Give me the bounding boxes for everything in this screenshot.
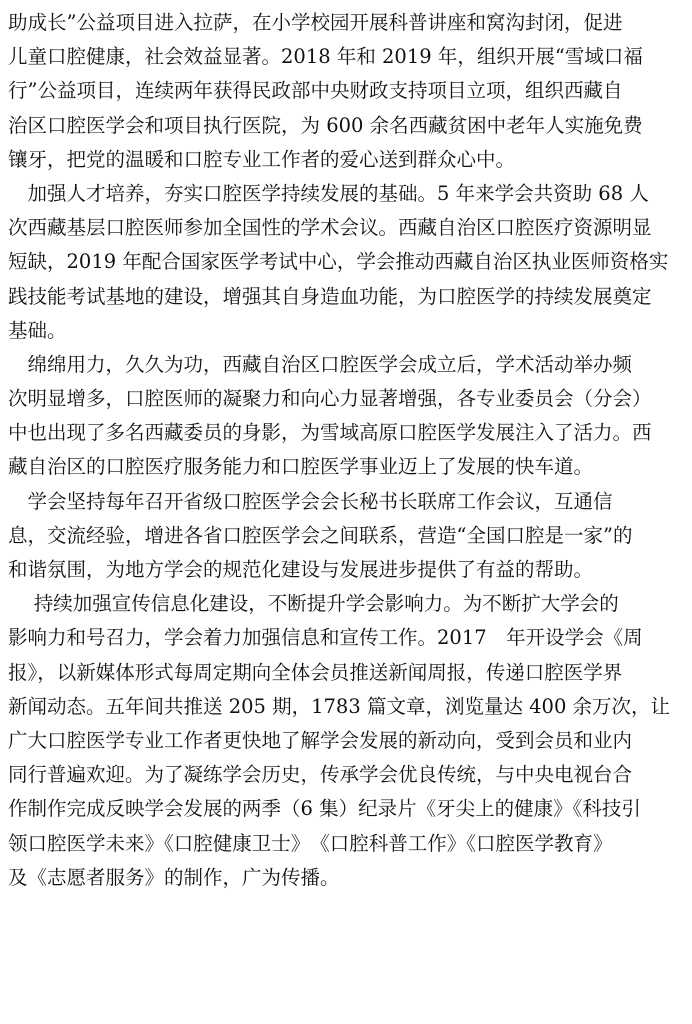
text-line: 息，交流经验，增进各省口腔医学会之间联系，营造“全国口腔是一家”的 <box>8 523 633 547</box>
text-line: 基础。 <box>8 318 67 342</box>
text-line: 作制作完成反映学会发展的两季（6 集）纪录片《牙尖上的健康》《科技引 <box>8 797 641 821</box>
paragraph-4 <box>8 485 682 588</box>
text-line: 持续加强宣传信息化建设，不断提升学会影响力。为不断扩大学会的 <box>8 592 619 616</box>
text-line: 助成长”公益项目进入拉萨，在小学校园开展科普讲座和窝沟封闭，促进 <box>8 11 623 34</box>
paragraph-3 <box>8 348 682 485</box>
text-line: 镶牙，把党的温暖和口腔专业工作者的爱心送到群众心中。 <box>8 147 516 171</box>
text-line: 藏自治区的口腔医疗服务能力和口腔医学事业迈上了发展的快车道。 <box>8 455 594 479</box>
text-line: 领口腔医学未来》《口腔健康卫士》 《口腔科普工作》《口腔医学教育》 <box>8 831 613 855</box>
text-line: 次西藏基层口腔医师参加全国性的学术会议。西藏自治区口腔医疗资源明显 <box>8 216 652 240</box>
text-line: 次明显增多，口腔医师的凝聚力和向心力显著增强，各专业委员会（分会） <box>8 387 652 411</box>
paragraph-2 <box>8 177 682 348</box>
text-line: 短缺，2019 年配合国家医学考试中心，学会推动西藏自治区执业医师资格实 <box>8 250 669 274</box>
text-line: 和谐氛围，为地方学会的规范化建设与发展进步提供了有益的帮助。 <box>8 558 594 581</box>
text-line: 学会坚持每年召开省级口腔医学会会长秘书长联席工作会议，互通信 <box>8 489 613 513</box>
text-line: 报》，以新媒体形式每周定期向全体会员推送新闻周报，传递口腔医学界 <box>8 660 623 684</box>
text-line: 儿童口腔健康，社会效益显著。2018 年和 2019 年，组织开展“雪域口福 <box>8 45 643 69</box>
text-line: 广大口腔医学专业工作者更快地了解学会发展的新动向，受到会员和业内 <box>8 728 633 752</box>
text-line: 及《志愿者服务》的制作，广为传播。 <box>8 865 340 889</box>
paragraph-5 <box>8 587 682 895</box>
text-line: 新闻动态。五年间共推送 205 期，1783 篇文章，浏览量达 400 余万次，让 <box>8 694 671 718</box>
text-line: 绵绵用力，久久为功，西藏自治区口腔医学会成立后，学术活动举办频 <box>8 352 633 376</box>
text-line: 中也出现了多名西藏委员的身影，为雪域高原口腔医学发展注入了活力。西 <box>8 421 652 445</box>
paragraph-1 <box>8 6 682 177</box>
text-line: 治区口腔医学会和项目执行医院，为 600 余名西藏贫困中老年人实施免费 <box>8 113 643 137</box>
text-line: 影响力和号召力，学会着力加强信息和宣传工作。2017 年开设学会《周 <box>8 626 643 650</box>
text-line: 行”公益项目，连续两年获得民政部中央财政支持项目立项，组织西藏自 <box>8 79 623 103</box>
text-line: 加强人才培养，夯实口腔医学持续发展的基础。5 年来学会共资助 68 人 <box>8 181 649 205</box>
text-line: 践技能考试基地的建设，增强其自身造血功能，为口腔医学的持续发展奠定 <box>8 284 652 308</box>
text-line: 同行普遍欢迎。为了凝练学会历史，传承学会优良传统，与中央电视台合 <box>8 763 633 787</box>
